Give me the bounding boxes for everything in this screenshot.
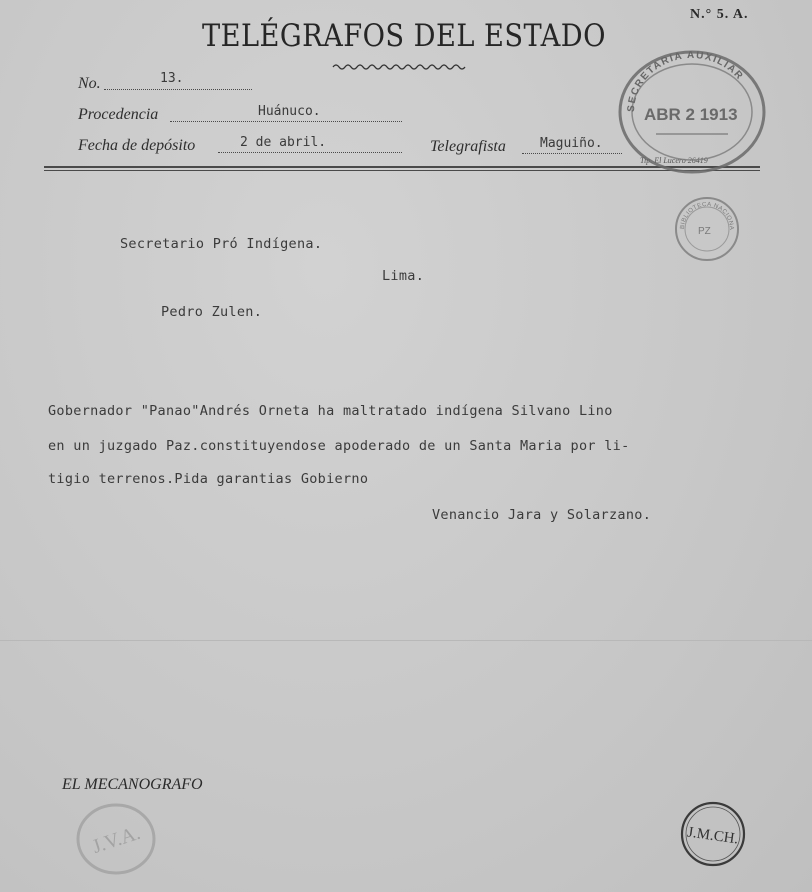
form-number: N.° 5. A. — [690, 7, 749, 22]
fold-line — [0, 640, 812, 641]
left-seal-text: J.V.A. — [89, 821, 144, 858]
printer-note: Tip. El Lucero 26419 — [640, 156, 708, 165]
typist-label: EL MECANOGRAFO — [62, 776, 203, 793]
telegraphist-value: Maguiño. — [540, 136, 603, 151]
telegraphist-dotted-line — [522, 153, 622, 154]
left-initials-seal — [74, 800, 158, 878]
recipient-city: Lima. — [382, 268, 425, 284]
origin-value: Huánuco. — [258, 104, 321, 119]
library-stamp — [672, 196, 742, 262]
right-initials-seal — [678, 800, 748, 868]
sender-signature: Venancio Jara y Solarzano. — [432, 507, 652, 523]
message-line: tigio terrenos.Pida garantias Gobierno — [48, 471, 369, 487]
library-stamp-text: BIBLIOTECA NACIONA — [679, 201, 735, 231]
deposit-date-label: Fecha de depósito — [78, 137, 196, 154]
telegraphist-label: Telegrafista — [430, 138, 506, 155]
recipient-title: Secretario Pró Indígena. — [120, 236, 323, 252]
recipient-name: Pedro Zulen. — [161, 304, 263, 320]
number-value: 13. — [160, 71, 184, 86]
library-stamp-mark: PZ — [698, 226, 711, 237]
origin-dotted-line — [170, 121, 402, 122]
number-dotted-line — [104, 89, 252, 90]
telegram-title: TELÉGRAFOS DEL ESTADO — [202, 18, 606, 54]
deposit-date-dotted-line — [218, 152, 402, 153]
title-wavy-underline — [332, 62, 466, 72]
deposit-date-value: 2 de abril. — [240, 135, 327, 150]
right-seal-text: J.M.CH. — [686, 824, 740, 848]
message-line: Gobernador "Panao"Andrés Orneta ha maltratado indígena Silvano Lino — [48, 403, 613, 419]
date-stamp-value: ABR 2 1913 — [644, 105, 738, 124]
origin-label: Procedencia — [78, 106, 159, 123]
message-line: en un juzgado Paz.constituyendose apoderado de un Santa Maria por li- — [48, 438, 630, 454]
office-date-stamp — [612, 46, 772, 178]
number-label: No. — [78, 75, 101, 92]
office-stamp-text: SECRETARIA AUXILIAR — [625, 49, 746, 113]
